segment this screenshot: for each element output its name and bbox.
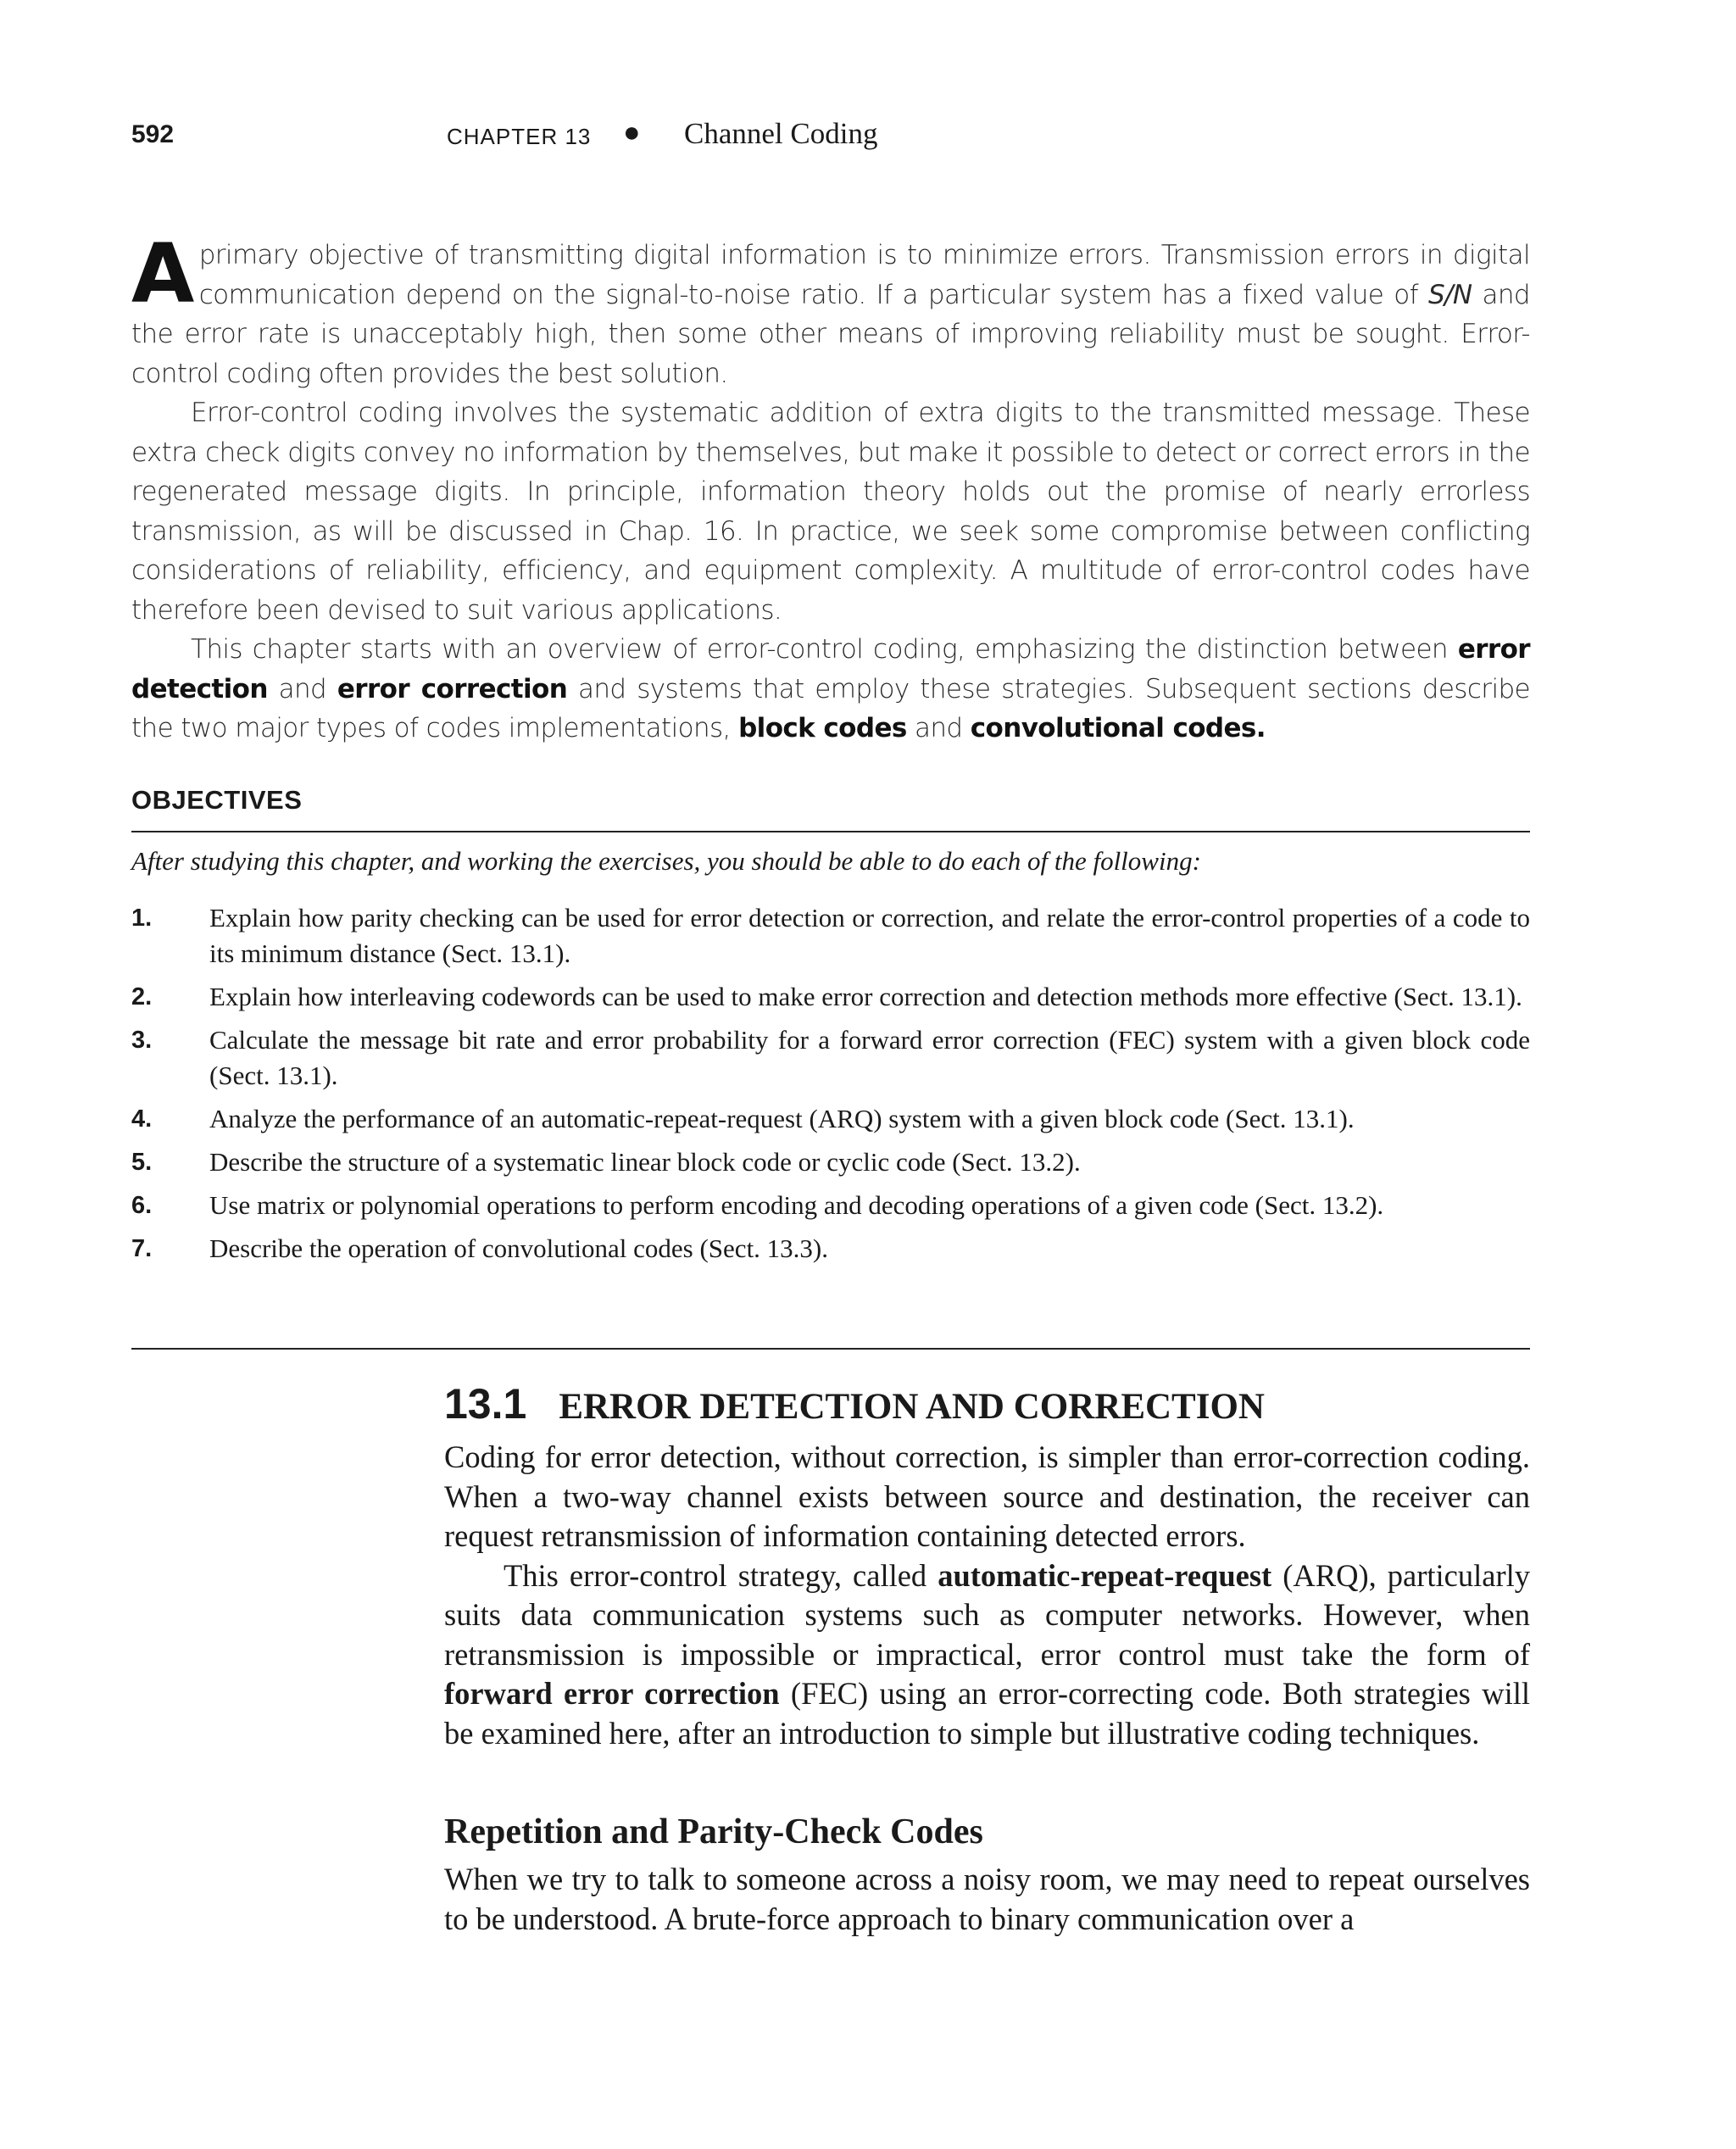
objective-number: 4. [131, 1105, 153, 1133]
objectives-heading: OBJECTIVES [131, 785, 303, 815]
objective-item [131, 900, 1530, 972]
objective-number: 2. [131, 983, 153, 1010]
section-paragraph-3: When we try to talk to someone across a noisy room, we may need to repeat ourselves to be understood. A brute-force approach to binary communication over a [444, 1862, 1530, 1936]
keyword: block codes [738, 713, 907, 743]
intro-paragraph-1: A primary objective of transmitting digital information is to minimize errors. Transmission errors in digital communication depend on the signal-to-noise ratio. If a particular system has a fixed value of S/N and the error rate is unacceptably high, then some other means of improving reliability must be sought. Error-control coding often provides the best solution. [131, 226, 1530, 389]
objective-text: Explain how interleaving codewords can be used to make error correction and detection methods more effective (Sect. 13.1). [209, 982, 1522, 1011]
intro-paragraph-3: This chapter starts with an overview of error-control coding, emphasizing the distinction between error detection and error correction and systems that employ these strategies. Subsequent sections describe the two major types of codes implementations, block codes and convolutional codes. [131, 634, 1531, 743]
chapter-label: CHAPTER 13 [447, 124, 592, 149]
objective-item [131, 1188, 1530, 1223]
keyword: forward error correction [444, 1676, 780, 1711]
section-paragraph-2: This error-control strategy, called automatic-repeat-request (ARQ), particularly suits data communication systems such as computer networks. However, when retransmission is impossible or impractical, error control must take the form of forward error correction (FEC) using an error-correcting code. Both strategies will be examined here, after an introduction to simple but illustrative coding techniques. [444, 1557, 1530, 1751]
section-number: 13.1 [444, 1380, 527, 1428]
objective-number: 3. [131, 1027, 153, 1054]
section-paragraph-1: Coding for error detection, without correction, is simpler than error-correction coding. When a two-way channel exists between source and destination, the receiver can request retransmission of information containing detected errors. [444, 1439, 1530, 1553]
keyword: error correction [337, 673, 568, 704]
divider-bottom [131, 1348, 1530, 1350]
drop-cap: A [131, 226, 194, 321]
bullet-separator: ● [623, 117, 641, 148]
keyword: convolutional codes. [970, 713, 1266, 743]
objective-item [131, 1101, 1530, 1137]
objective-number: 7. [131, 1235, 153, 1262]
objectives-list [131, 900, 1530, 1274]
objective-text: Calculate the message bit rate and error probability for a forward error correction (FEC) system with a given block code (Sect. 13.1). [209, 1025, 1530, 1090]
keyword: automatic-repeat-request [938, 1557, 1272, 1593]
objective-number: 5. [131, 1149, 153, 1176]
page-number: 592 [131, 120, 175, 148]
objective-text: Use matrix or polynomial operations to perform encoding and decoding operations of a given code (Sect. 13.2). [209, 1190, 1384, 1220]
objective-text: Explain how parity checking can be used for error detection or correction, and relate the error-control properties of a code to its minimum distance (Sect. 13.1). [209, 903, 1530, 968]
chapter-title: Channel Coding [684, 117, 878, 150]
section-title: ERROR DETECTION AND CORRECTION [559, 1387, 1265, 1427]
divider-top [131, 831, 1530, 832]
objective-number: 1. [131, 905, 153, 932]
subsection-heading: Repetition and Parity-Check Codes [444, 1812, 983, 1851]
objective-item [131, 979, 1530, 1015]
objective-item [131, 1231, 1530, 1267]
keyword: error detection [131, 634, 1530, 704]
objective-item [131, 1144, 1530, 1180]
objectives-intro: After studying this chapter, and working the exercises, you should be able to do each of the following: [131, 846, 1201, 876]
objective-number: 6. [131, 1192, 153, 1219]
objective-item [131, 1022, 1530, 1094]
section-heading [444, 1382, 1530, 1429]
objective-text: Describe the structure of a systematic linear block code or cyclic code (Sect. 13.2). [209, 1147, 1081, 1177]
intro-paragraph-2: Error-control coding involves the systematic addition of extra digits to the transmitted message. These extra check digits convey no information by themselves, but make it possible to detect or correct errors in the regenerated message digits. In principle, information theory holds out the promise of nearly errorless transmission, as will be discussed in Chap. 16. In practice, we seek some compromise between conflicting considerations of reliability, efficiency, and equipment complexity. A multitude of error-control codes have therefore been devised to suit various applications. [131, 398, 1530, 626]
objective-text: Describe the operation of convolutional codes (Sect. 13.3). [209, 1233, 828, 1263]
chapter-intro [131, 226, 1531, 749]
objective-text: Analyze the performance of an automatic-repeat-request (ARQ) system with a given block code (Sect. 13.1). [209, 1104, 1355, 1133]
section-13-1 [444, 1382, 1530, 1939]
running-header [131, 117, 1530, 163]
